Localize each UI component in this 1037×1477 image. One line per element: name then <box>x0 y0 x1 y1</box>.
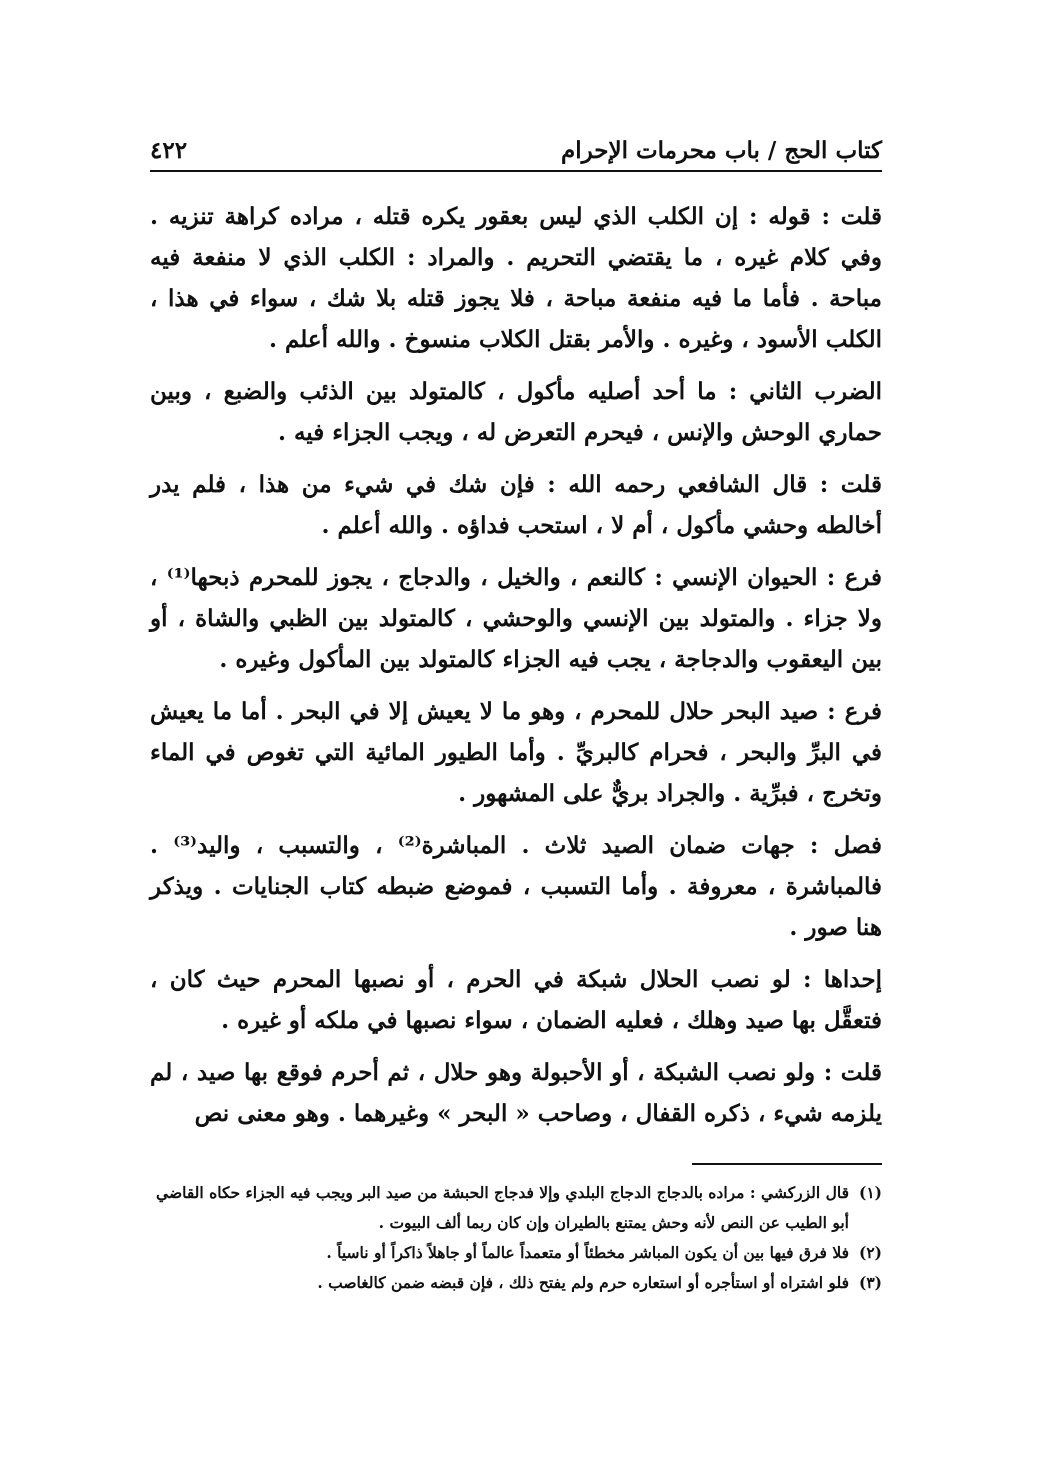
footnote-number: (١) <box>858 1183 882 1202</box>
footnote <box>150 1268 882 1298</box>
footnote-separator <box>692 1163 882 1165</box>
footnotes <box>150 1178 882 1298</box>
paragraph: قلت : قال الشافعي رحمه الله : فإن شك في شيء من هذا ، فلم يدر أخالطه وحشي مأكول ، أم لا ، استحب فداؤه . والله أعلم . <box>150 471 882 539</box>
paragraph: فرع : الحيوان الإنسي : كالنعم ، والخيل ، والدجاج ، يجوز للمحرم ذبحها⁽¹⁾ ، ولا جزاء . والمتولد بين الإنسي والوحشي ، كالمتولد بين الظبي والشاة ، أو بين اليعقوب والدجاجة ، يجب فيه الجزاء كالمتولد بين المأكول وغيره . <box>150 564 882 673</box>
footnote <box>150 1238 882 1268</box>
paragraph: قلت : ولو نصب الشبكة ، أو الأحبولة وهو حلال ، ثم أحرم فوقع بها صيد ، لم يلزمه شيء ، ذكره القفال ، وصاحب « البحر » وغيرهما . وهو معنى نص <box>150 1059 882 1127</box>
paragraph: الضرب الثاني : ما أحد أصليه مأكول ، كالمتولد بين الذئب والضبع ، وبين حماري الوحش والإنس ، فيحرم التعرض له ، ويجب الجزاء فيه . <box>150 378 882 446</box>
footnote <box>150 1178 882 1238</box>
page-number: ٤٢٢ <box>150 137 188 164</box>
footnote-number: (٣) <box>858 1273 882 1292</box>
paragraph: فصل : جهات ضمان الصيد ثلاث . المباشرة⁽²⁾ ، والتسبب ، واليد⁽³⁾ . فالمباشرة ، معروفة . وأما التسبب ، فموضع ضبطه كتاب الجنايات . ويذكر هنا صور . <box>150 832 882 941</box>
footnote-text: قال الزركشي : مراده بالدجاج الدجاج البلدي وإلا فدجاج الحبشة من صيد البر ويجب فيه الجزاء حكاه القاضي أبو الطيب عن النص لأنه وحش يمتنع بالطيران وإن كان ربما ألف البيوت . <box>156 1183 849 1232</box>
footnote-text: فلو اشتراه أو استأجره أو استعاره حرم ولم يفتح ذلك ، فإن قبضه ضمن كالغاصب . <box>317 1273 849 1292</box>
main-text <box>150 196 882 1145</box>
paragraph: قلت : قوله : إن الكلب الذي ليس بعقور يكره قتله ، مراده كراهة تنزيه . وفي كلام غيره ، ما يقتضي التحريم . والمراد : الكلب الذي لا منفعة فيه مباحة . فأما ما فيه منفعة مباحة ، فلا يجوز قتله بلا شك ، سواء في هذا ، الكلب الأسود ، وغيره . والأمر بقتل الكلاب منسوخ . والله أعلم . <box>150 203 882 353</box>
paragraph: إحداها : لو نصب الحلال شبكة في الحرم ، أو نصبها المحرم حيث كان ، فتعقَّل بها صيد وهلك ، فعليه الضمان ، سواء نصبها في ملكه أو غيره . <box>150 966 882 1034</box>
chapter-title: كتاب الحج / باب محرمات الإحرام <box>560 137 882 164</box>
running-header <box>150 128 882 172</box>
paragraph: فرع : صيد البحر حلال للمحرم ، وهو ما لا يعيش إلا في البحر . أما ما يعيش في البرِّ والبحر ، فحرام كالبريِّ . وأما الطيور المائية التي تغوص في الماء وتخرج ، فبرِّية . والجراد بريٌّ على المشهور . <box>150 698 882 807</box>
footnote-text: فلا فرق فيها بين أن يكون المباشر مخطئاً أو متعمداً عالماً أو جاهلاً ذاكراً أو ناسياً . <box>326 1243 849 1262</box>
footnote-number: (٢) <box>858 1243 882 1262</box>
